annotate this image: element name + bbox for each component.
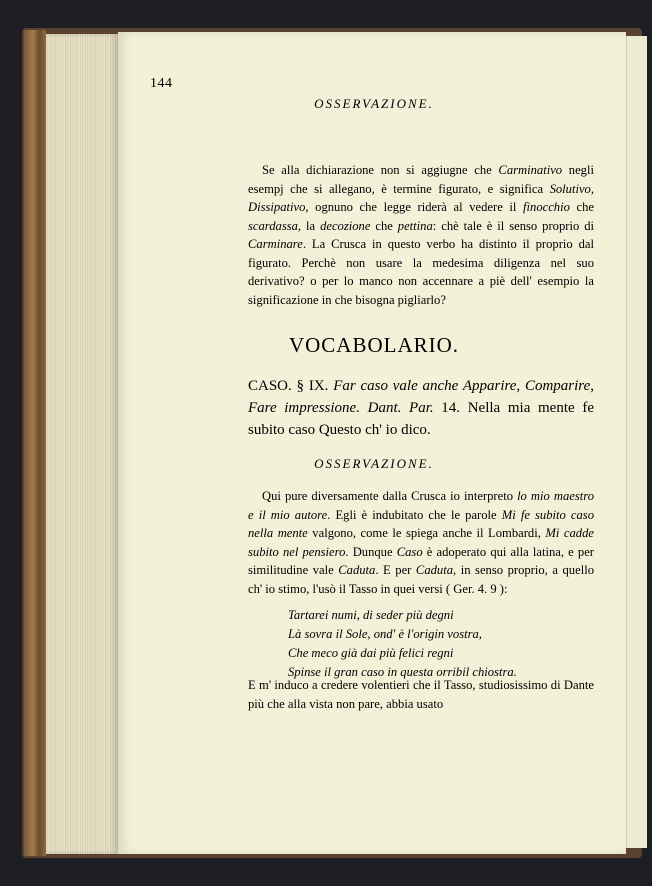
section-title-vocabolario: VOCABOLARIO. <box>288 333 460 357</box>
dictionary-entry-caso <box>248 375 594 441</box>
entry-headword: CASO. § IX. <box>248 378 334 394</box>
page-edges <box>46 34 118 854</box>
book-spine <box>24 30 46 856</box>
running-head-observation: OSSERVAZIONE. <box>314 96 434 111</box>
verse-line: Là sovra il Sole, ond' è l'origin vostra, <box>288 627 482 641</box>
verse-quotation <box>288 606 588 682</box>
verse-line: Che meco già dai più felici regni <box>288 646 454 660</box>
entry-reference: 14. Nella mia mente fe subito caso Questo ch' io dico. <box>248 400 594 438</box>
verse-line: Tartarei numi, di seder più degni <box>288 608 454 622</box>
verse-line: Spinse il gran caso in questa orribil chiostra. <box>288 665 517 679</box>
paragraph-tasso: E m' induco a credere volentieri che il Tasso, studiosissimo di Dante più che alla vista non pare, abbia usato <box>248 678 594 711</box>
paragraph-carminativo: Se alla dichiarazione non si aggiugne che Carminativo negli esempj che si allegano, è termine figurato, e significa Solutivo, Dissipativo, ognuno che legge riderà al vedere il finocchio che scardassa, la decozione che pettina: chè tale è il senso proprio di Carminare. La Crusca in questo verbo ha distinto il proprio dal figurato. Perchè non usare la medesima diligenza nel suo derivativo? o per lo manco non accennare a piè dell' esempio la significazione in che bisogna pigliarlo? <box>248 163 595 307</box>
book-page <box>118 32 626 854</box>
facing-page-edge <box>626 36 647 848</box>
paragraph-caso-interpretation: Qui pure diversamente dalla Crusca io interpreto lo mio maestro e il mio autore. Egli è indubitato che le parole Mi fe subito caso nella mente valgono, come le spiega anche il Lombardi, Mi cadde subito nel pensiero. Dunque Caso è adoperato qui alla latina, e per similitudine vale Caduta. E per Caduta, in senso proprio, a quello ch' io stimo, l'usò il Tasso in quei versi ( Ger. 4. 9 ): <box>248 489 594 596</box>
running-head-observation-2: OSSERVAZIONE. <box>314 456 434 471</box>
page-number: 144 <box>150 76 173 91</box>
entry-definition: Far caso vale anche Apparire, Comparire, Fare impressione. Dant. Par. <box>248 378 594 416</box>
